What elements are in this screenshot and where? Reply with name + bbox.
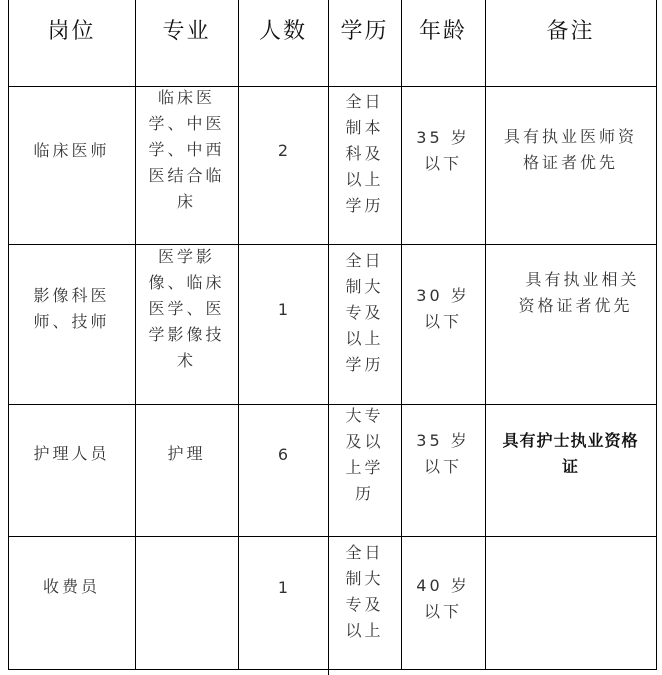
cell-age: 30 岁 以下 <box>416 286 470 331</box>
cell-age: 35 岁 以下 <box>416 431 470 476</box>
header-age: 年龄 <box>418 18 467 44</box>
column-divider <box>656 0 657 670</box>
header-count: 人数 <box>258 18 307 44</box>
cell-age: 40 岁 以下 <box>416 576 470 621</box>
cell-education: 全日 制本 科及 以上 学历 <box>345 91 384 215</box>
cell-count: 1 <box>277 577 289 597</box>
cell-position: 护理人员 <box>33 444 110 463</box>
row-divider <box>8 669 657 670</box>
cell-remarks: 具有护士执业资格 证 <box>502 431 639 476</box>
cell-remarks <box>485 537 656 637</box>
cell-count: 2 <box>277 141 289 160</box>
cell-major: 临床医 学、中医 学、中西 医结合临 床 <box>148 87 225 211</box>
cell-count: 1 <box>277 299 289 319</box>
cell-remarks: 具有执业相关 资格证者优先 <box>518 269 640 315</box>
cell-education: 全日 制大 专及 以上 学历 <box>345 251 384 374</box>
cell-education: 大专 及以 上学 历 <box>345 406 384 503</box>
cell-age: 35 岁 以下 <box>416 127 470 173</box>
cell-remarks: 具有执业医师资 格证者优先 <box>503 126 637 172</box>
cell-major: 护理 <box>167 444 206 463</box>
cell-major <box>135 537 238 637</box>
cell-count: 6 <box>277 444 289 464</box>
header-remarks: 备注 <box>546 18 595 44</box>
cell-education: 全日 制大 专及 以上 <box>345 543 384 640</box>
header-major: 专业 <box>162 18 211 44</box>
cell-position: 临床医师 <box>33 140 110 160</box>
cell-position: 影像科医 师、技师 <box>33 286 110 331</box>
header-position: 岗位 <box>47 18 96 44</box>
cell-major: 医学影 像、临床 医学、医 学影像技 术 <box>148 247 225 370</box>
header-education: 学历 <box>340 18 389 44</box>
cell-position: 收费员 <box>42 577 100 596</box>
